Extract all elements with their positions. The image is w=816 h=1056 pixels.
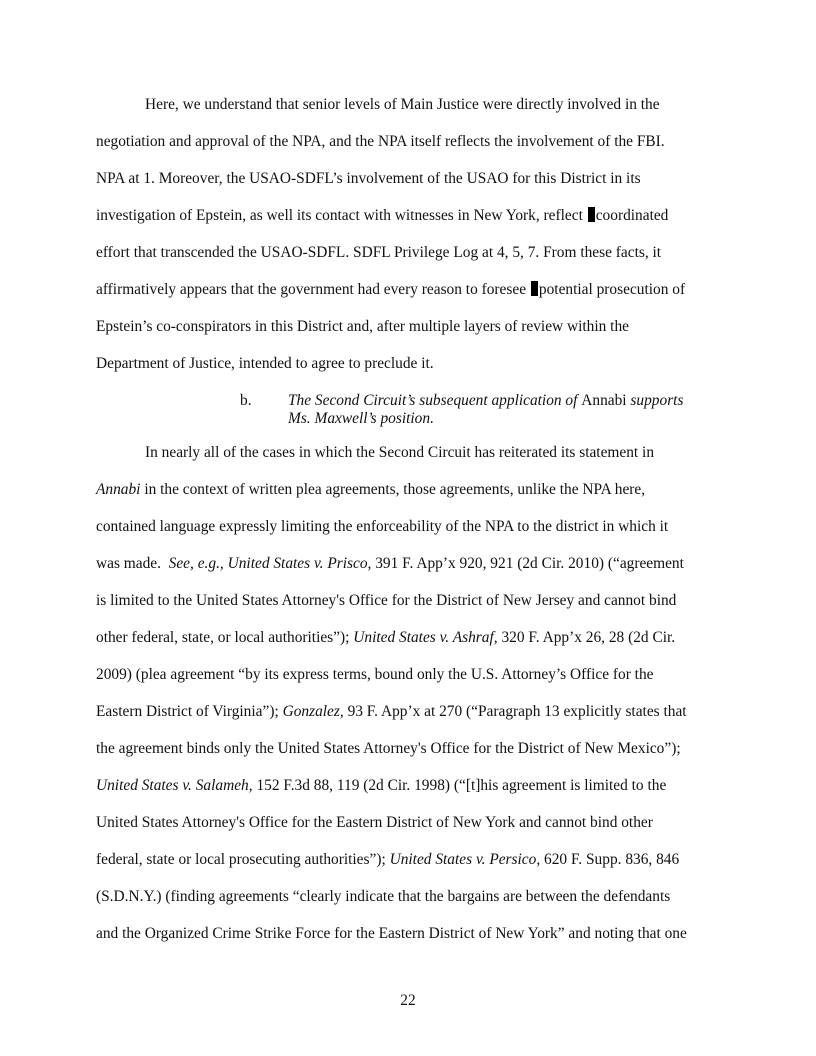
redaction-mark <box>531 281 538 296</box>
text-line: In nearly all of the cases in which the Second Circuit has reiterated its statement in <box>145 444 655 461</box>
text-line: Department of Justice, intended to agree to preclude it. <box>96 355 434 372</box>
text-line: is limited to the United States Attorney's Office for the District of New Jersey and cannot bind <box>96 592 677 609</box>
text-line: affirmatively appears that the government had every reason to foresee potential prosecution of <box>96 281 686 298</box>
text-line: federal, state or local prosecuting authorities”); United States v. Persico, 620 F. Supp. 836, 846 <box>96 851 680 868</box>
text-line: (S.D.N.Y.) (finding agreements “clearly indicate that the bargains are between the defendants <box>96 888 671 905</box>
heading-title: The Second Circuit’s subsequent application of Annabi supports Ms. Maxwell’s position. <box>288 392 684 427</box>
text-line: was made. See, e.g., United States v. Prisco, 391 F. App’x 920, 921 (2d Cir. 2010) (“agreement <box>96 555 684 572</box>
text-line: the agreement binds only the United States Attorney's Office for the District of New Mexico”); <box>96 740 681 757</box>
text-line: 2009) (plea agreement “by its express terms, bound only the U.S. Attorney’s Office for the <box>96 666 654 683</box>
text-line: Annabi in the context of written plea agreements, those agreements, unlike the NPA here, <box>96 481 646 498</box>
text-line: United States Attorney's Office for the Eastern District of New York and cannot bind other <box>96 814 653 831</box>
text-line: and the Organized Crime Strike Force for the Eastern District of New York” and noting that one <box>96 925 687 942</box>
text-line: Eastern District of Virginia”); Gonzalez, 93 F. App’x at 270 (“Paragraph 13 explicitly states that <box>96 703 687 720</box>
text-line: contained language expressly limiting the enforceability of the NPA to the district in which it <box>96 518 669 535</box>
text-line: NPA at 1. Moreover, the USAO-SDFL’s involvement of the USAO for this District in its <box>96 170 641 187</box>
heading-letter: b. <box>240 392 252 409</box>
text-line: Here, we understand that senior levels of Main Justice were directly involved in the <box>145 96 660 113</box>
text-line: United States v. Salameh, 152 F.3d 88, 119 (2d Cir. 1998) (“[t]his agreement is limited to the <box>96 777 667 794</box>
text-line: negotiation and approval of the NPA, and the NPA itself reflects the involvement of the FBI. <box>96 133 665 150</box>
text-line: other federal, state, or local authorities”); United States v. Ashraf, 320 F. App’x 26, 28 (2d Cir. <box>96 629 676 646</box>
page-number: 22 <box>400 992 416 1009</box>
text-line: Epstein’s co-conspirators in this District and, after multiple layers of review within the <box>96 318 629 335</box>
text-line: investigation of Epstein, as well its contact with witnesses in New York, reflect coordinated <box>96 207 669 224</box>
redaction-mark <box>588 207 595 222</box>
text-line: effort that transcended the USAO-SDFL. SDFL Privilege Log at 4, 5, 7. From these facts, it <box>96 244 662 261</box>
